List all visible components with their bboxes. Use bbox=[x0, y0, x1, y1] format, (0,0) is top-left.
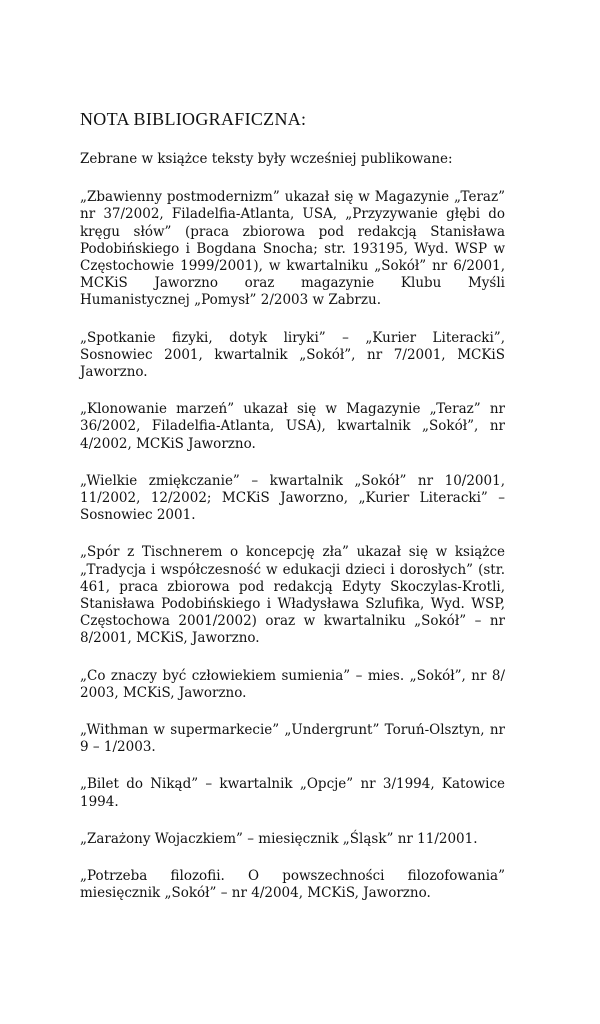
bibliography-entry: „Co znaczy być człowiekiem sumienia” – mies. „Sokół”, nr 8/ 2003, MCKiS, Jaworzno. bbox=[80, 667, 505, 701]
intro-paragraph: Zebrane w książce teksty były wcześniej publikowane: bbox=[80, 151, 453, 167]
bibliography-entry: „Spotkanie fizyki, dotyk liryki” – „Kurier Literacki”, Sosnowiec 2001, kwartalnik „Sokół”, nr 7/2001, MCKiS Jaworzno. bbox=[80, 329, 505, 381]
bibliography-entry: „Bilet do Nikąd” – kwartalnik „Opcje” nr 3/1994, Katowice 1994. bbox=[80, 776, 505, 810]
bibliography-entry: „Wielkie zmiękczanie” – kwartalnik „Sokół” nr 10/2001, 11/2002, 12/2002; MCKiS Jaworzno, „Kurier Literacki” – Sosnowiec 2001. bbox=[80, 472, 505, 524]
page-content bbox=[80, 108, 505, 923]
bibliography-entry: „Withman w supermarkecie” „Undergrunt” Toruń-Olsztyn, nr 9 – 1/2003. bbox=[80, 722, 505, 756]
bibliography-entry: „Zarażony Wojaczkiem” – miesięcznik „Śląsk” nr 11/2001. bbox=[80, 830, 478, 847]
bibliography-entry: „Zbawienny postmodernizm” ukazał się w Magazynie „Teraz” nr 37/2002, Filadelfia-Atlanta, USA, „Przyzywanie głębi do kręgu słów” (praca zbiorowa pod redakcją Stanisława Podobińskiego i Bogdana Snocha; str. 193195, Wyd. WSP w Częstochowie 1999/2001), w kwartalniku „Sokół” nr 6/2001, MCKiS Jaworzno oraz magazynie Klubu Myśli Humanistycznej „Pomysł” 2/2003 w Zabrzu. bbox=[80, 189, 505, 309]
bibliography-entry: „Spór z Tischnerem o koncepcję zła” ukazał się w książce „Tradycja i współczesność w edukacji dzieci i dorosłych” (str. 461, praca zbiorowa pod redakcją Edyty Skoczylas-Krotli, Stanisława Podobińskiego i Władysława Szlufika, Wyd. WSP, Częstochowa 2001/2002) oraz w kwartalniku „Sokół” – nr 8/2001, MCKiS, Jaworzno. bbox=[80, 544, 505, 647]
bibliography-entry: „Potrzeba filozofii. O powszechności filozofowania” miesięcznik „Sokół” – nr 4/2004, MCKiS, Jaworzno. bbox=[80, 868, 505, 902]
bibliography-entry: „Klonowanie marzeń” ukazał się w Magazynie „Teraz” nr 36/2002, Filadelfia-Atlanta, USA), kwartalnik „Sokół”, nr 4/2002, MCKiS Jaworzno. bbox=[80, 401, 505, 452]
page-heading: NOTA BIBLIOGRAFICZNA: bbox=[80, 109, 307, 129]
